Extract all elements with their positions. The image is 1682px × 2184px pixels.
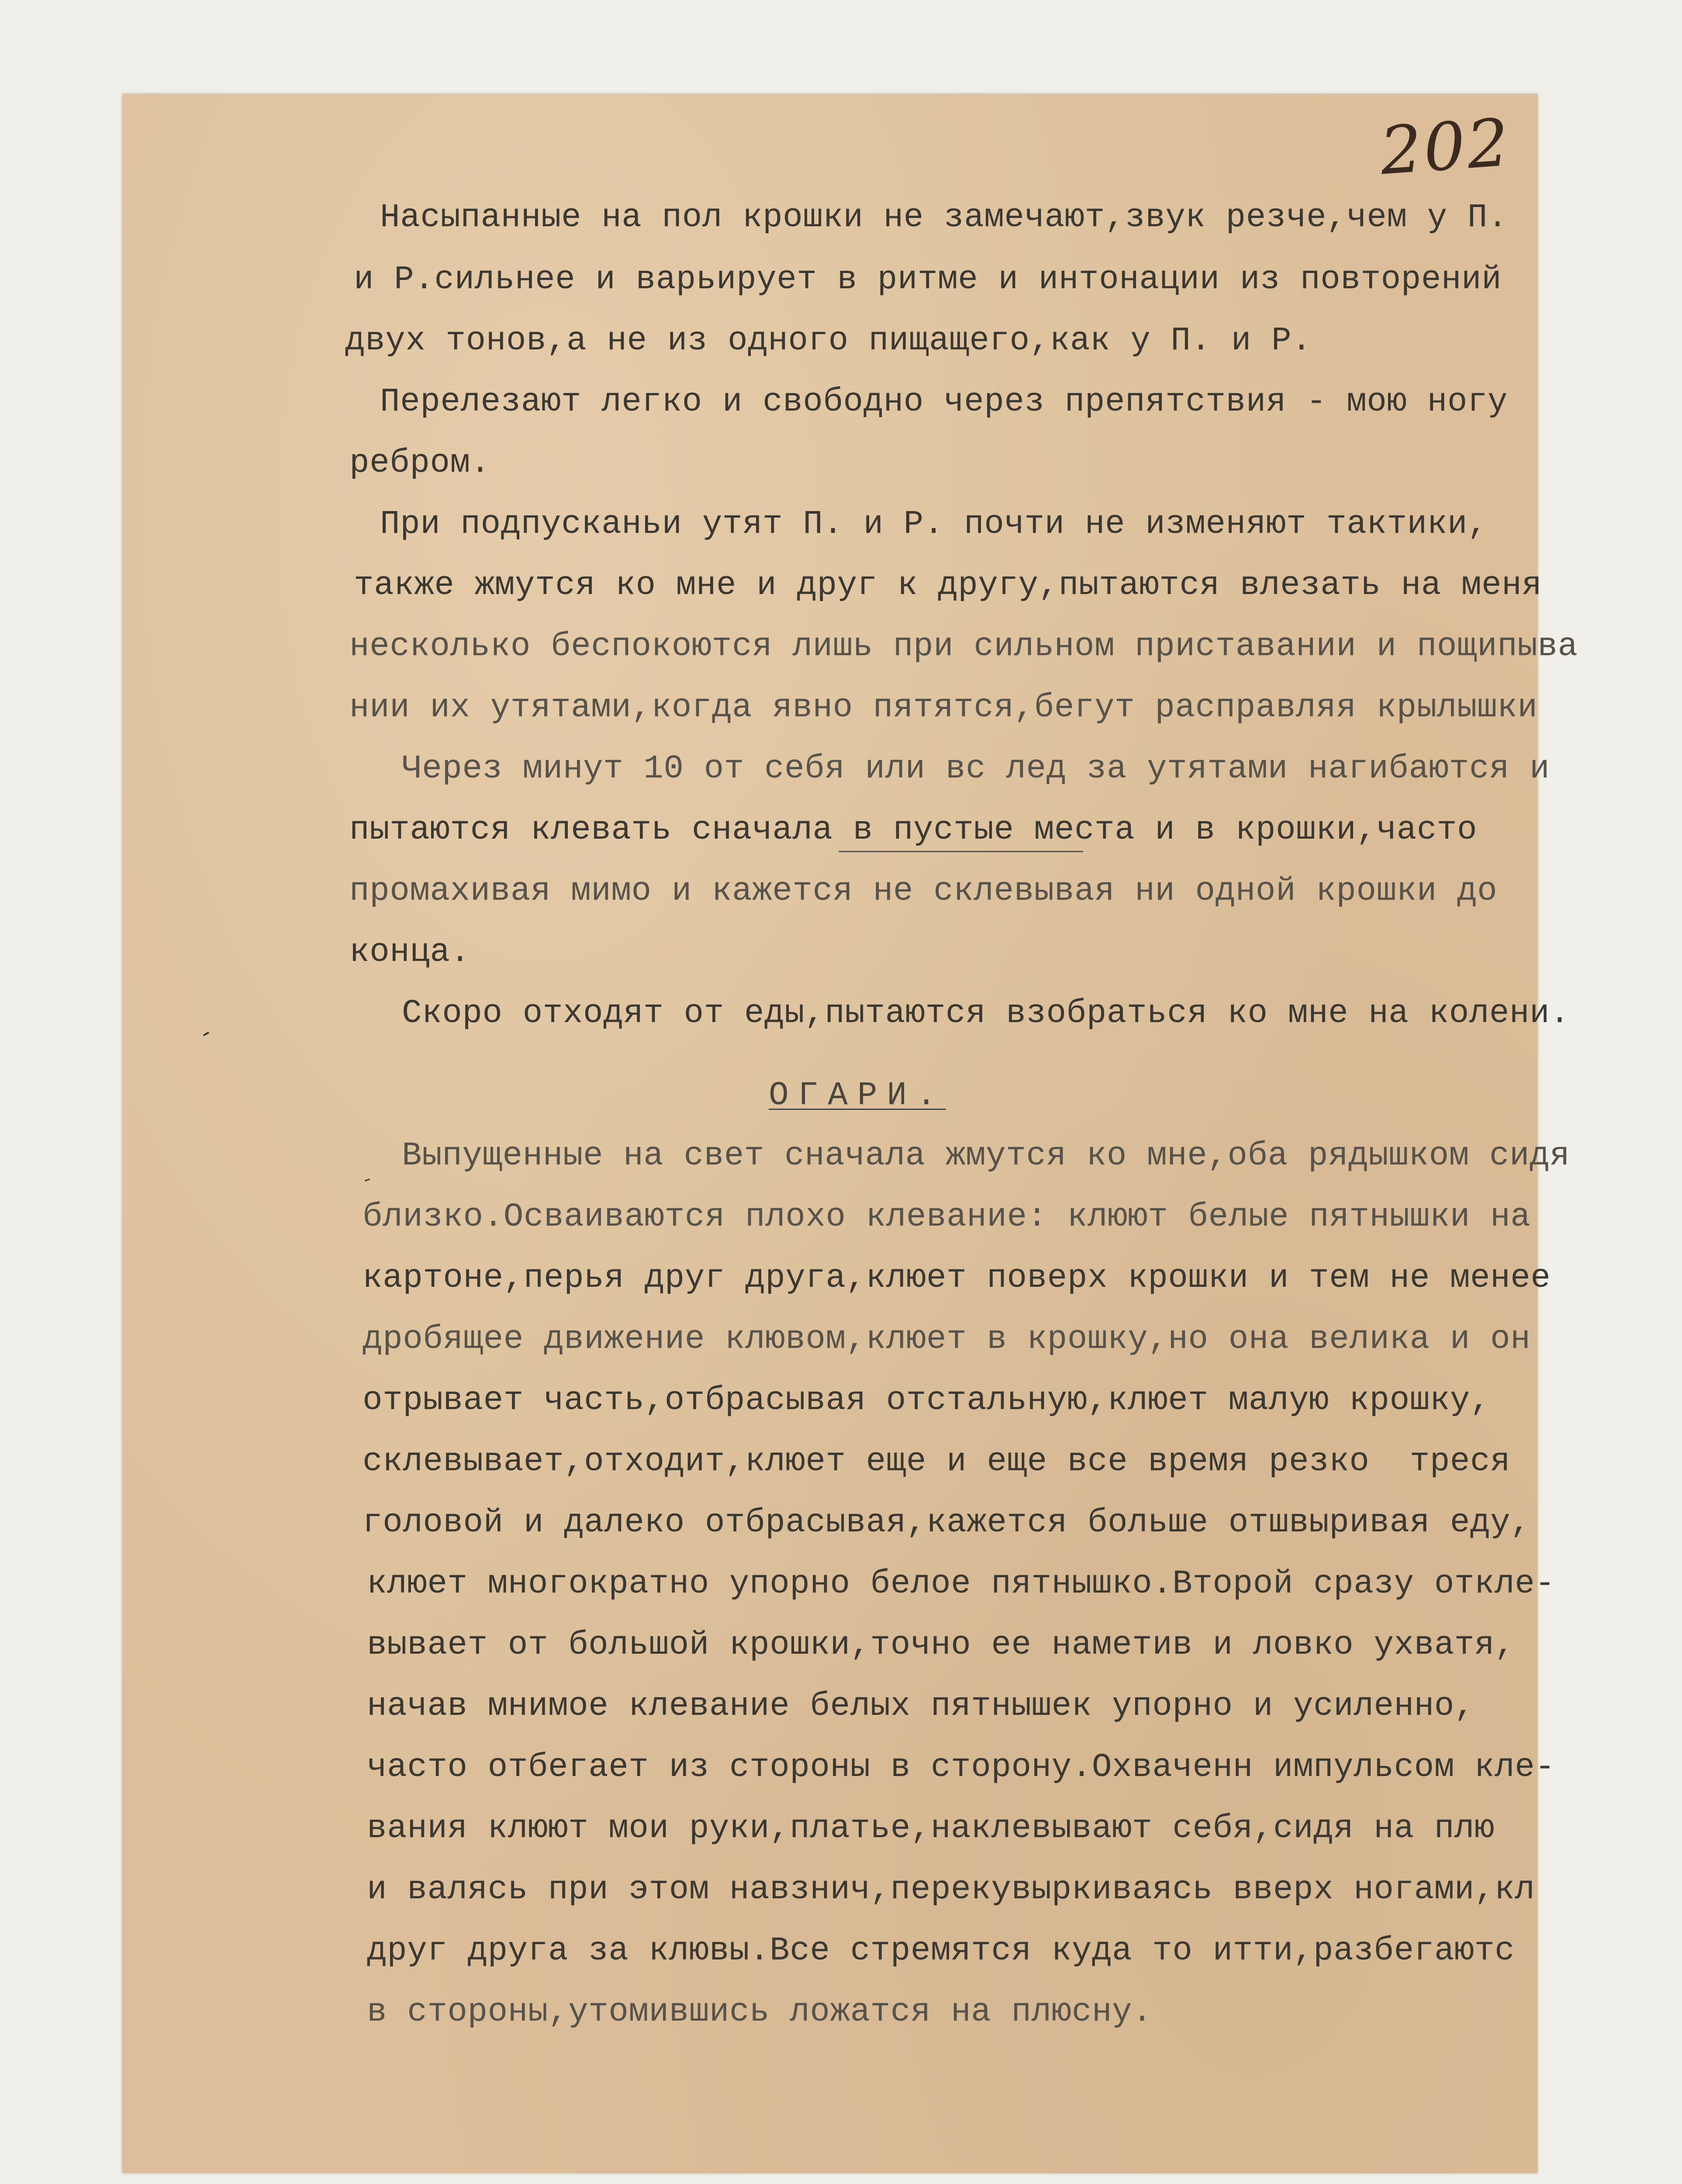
text-line: вания клюют мои руки,платье,наклевывают себя,сидя на плю: [367, 1810, 1495, 1847]
text-line: несколько беспокоются лишь при сильном приставании и пощипыва: [349, 628, 1578, 665]
text-line: Перелезают легко и свободно через препятствия - мою ногу: [380, 383, 1508, 421]
text-line: Насыпанные на пол крошки не замечают,звук резче,чем у П.: [380, 199, 1508, 236]
text-line: пытаются клевать сначала в пустые места и в крошки,часто: [349, 811, 1478, 849]
text-line: также жмутся ко мне и друг к другу,пытаются влезать на меня: [354, 567, 1542, 604]
text-line: клюет многократно упорно белое пятнышко.Второй сразу откле-: [367, 1565, 1555, 1603]
text-line: При подпусканьи утят П. и Р. почти не изменяют тактики,: [380, 505, 1488, 543]
text-line: склевывает,отходит,клюет еще и еще все время резко треся: [363, 1443, 1511, 1480]
text-line: нии их утятами,когда явно пятятся,бегут расправляя крылышки: [349, 689, 1538, 726]
text-line: в стороны,утомившись ложатся на плюсну.: [367, 1993, 1153, 2031]
text-line: промахивая мимо и кажется не склевывая ни одной крошки до: [349, 872, 1498, 910]
text-line: двух тонов,а не из одного пищащего,как у П. и Р.: [345, 322, 1312, 359]
text-line: друг друга за клювы.Все стремятся куда то итти,разбегаютс: [367, 1932, 1515, 1970]
text-line: конца.: [349, 933, 470, 971]
folio-number: 202: [1378, 104, 1513, 190]
text-line: Через минут 10 от себя или вс лед за утятами нагибаются и: [402, 750, 1550, 788]
margin-speck: [365, 1178, 370, 1182]
handwritten-underline: [839, 851, 1083, 852]
text-line: ребром.: [349, 444, 490, 482]
text-line: дробящее движение клювом,клюет в крошку,но она велика и он: [363, 1320, 1531, 1358]
text-line: картоне,перья друг друга,клюет поверх крошки и тем не менее: [363, 1259, 1551, 1297]
text-line: и валясь при этом навзнич,перекувыркиваясь вверх ногами,кл: [367, 1871, 1535, 1908]
text-line: близко.Осваиваются плохо клевание: клюют белые пятнышки на: [363, 1198, 1531, 1236]
margin-speck: [203, 1032, 209, 1036]
typewritten-page: [122, 94, 1578, 2173]
text-line: Скоро отходят от еды,пытаются взобраться ко мне на колени.: [402, 995, 1570, 1032]
section-heading: ОГАРИ.: [769, 1077, 946, 1114]
text-line: начав мнимое клевание белых пятнышек упорно и усиленно,: [367, 1687, 1475, 1725]
text-line: и Р.сильнее и варьирует в ритме и интонации из повторений: [354, 261, 1502, 298]
text-line: отрывает часть,отбрасывая отстальную,клюет малую крошку,: [363, 1382, 1491, 1419]
text-line: часто отбегает из стороны в сторону.Охваченн импульсом кле-: [367, 1749, 1555, 1786]
text-line: головой и далеко отбрасывая,кажется больше отшвыривая еду,: [363, 1504, 1531, 1541]
text-line: Выпущенные на свет сначала жмутся ко мне,оба рядышком сидя: [402, 1137, 1570, 1175]
text-line: вывает от большой крошки,точно ее наметив и ловко ухватя,: [367, 1626, 1515, 1664]
